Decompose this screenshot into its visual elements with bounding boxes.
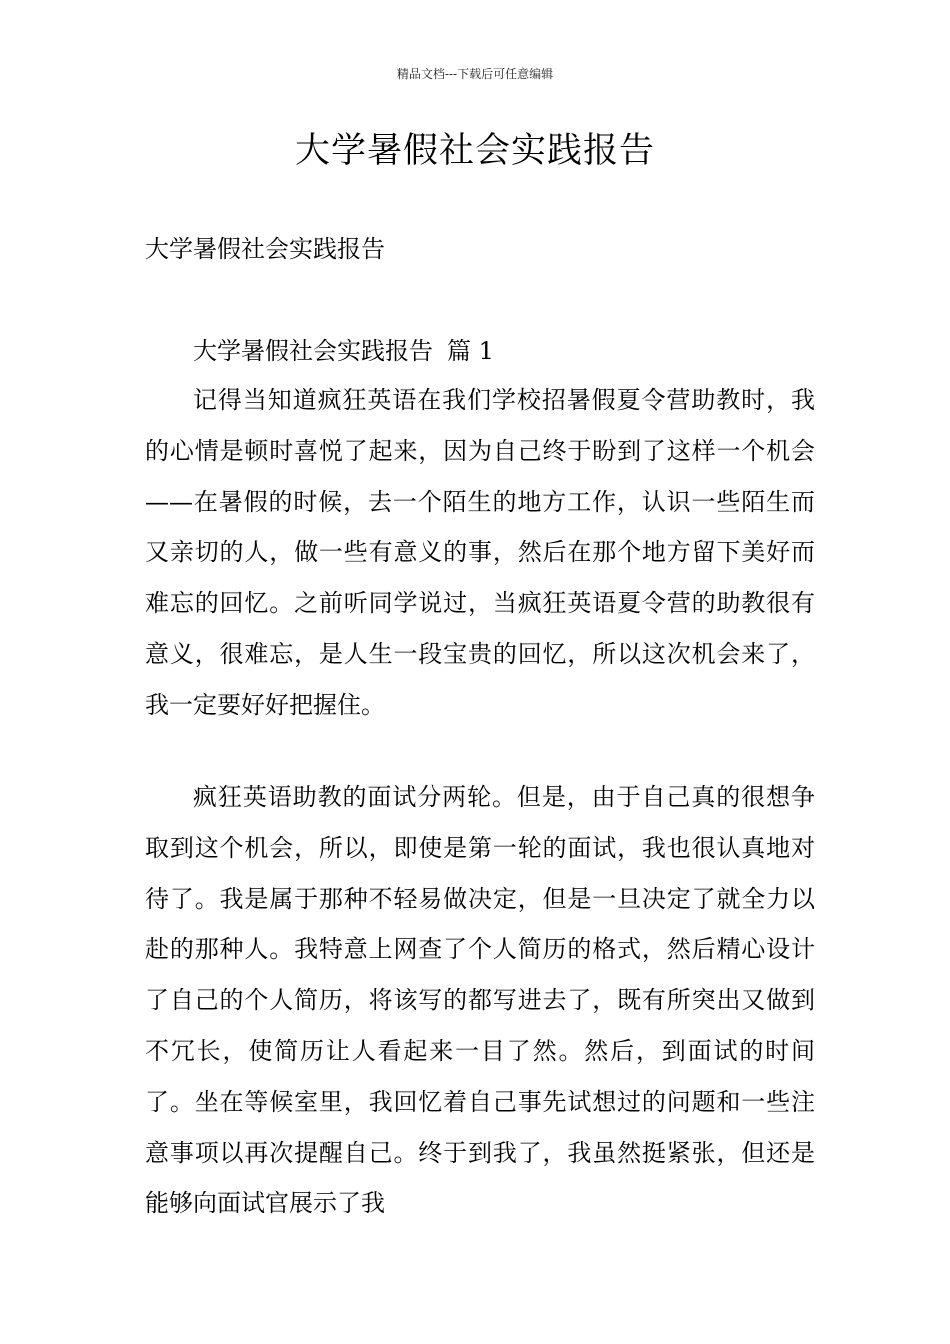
body-paragraph: 疯狂英语助教的面试分两轮。但是，由于自己真的很想争取到这个机会，所以，即使是第一轮的面试，我也很认真地对待了。我是属于那种不轻易做决定，但是一旦决定了就全力以赴的那种人。我特意上网查了个人简历的格式，然后精心设计了自己的个人简历，将该写的都写进去了，既有所突出又做到不冗长，使简历让人看起来一目了然。然后，到面试的时间了。坐在等候室里，我回忆着自己事先试想过的问题和一些注意事项以再次提醒自己。终于到我了，我虽然挺紧张，但还是能够向面试官展示了我 [145,783,815,1218]
section-heading [193,334,494,368]
document-title: 大学暑假社会实践报告 [294,131,655,171]
document-subtitle: 大学暑假社会实践报告 [145,235,385,263]
header-note: 精品文档---下载后可任意编辑 [396,67,554,81]
section-number-label: 篇 1 [447,337,494,365]
body-paragraph: 记得当知道疯狂英语在我们学校招暑假夏令营助教时，我的心情是顿时喜悦了起来，因为自己终于盼到了这样一个机会——在暑假的时候，去一个陌生的地方工作，认识一些陌生而又亲切的人，做一些有意义的事，然后在那个地方留下美好而难忘的回忆。之前听同学说过，当疯狂英语夏令营的助教很有意义，很难忘，是人生一段宝贵的回忆，所以这次机会来了，我一定要好好把握住。 [145,386,815,719]
section-heading-text: 大学暑假社会实践报告 [193,337,433,365]
